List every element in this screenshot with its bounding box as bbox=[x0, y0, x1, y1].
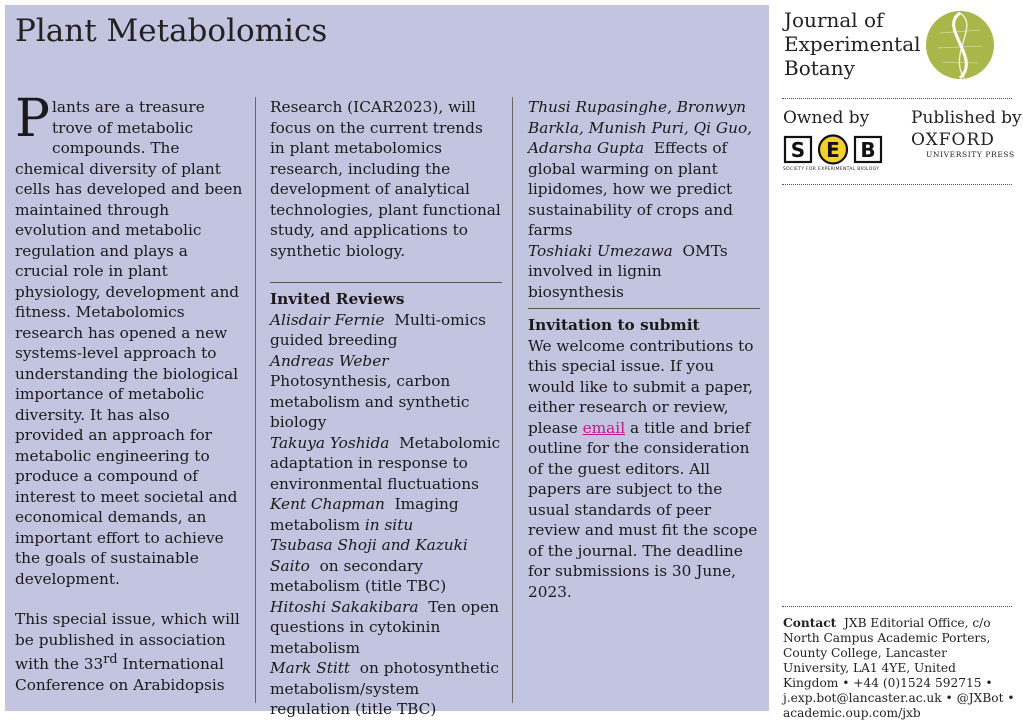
review-topic: Metabolomic adaptation in response to environmental fluctuations bbox=[270, 433, 501, 493]
section-divider bbox=[270, 282, 502, 283]
intro-paragraph-1-text: lants are a treasure trove of metabolic compounds. The chemical diversity of plant cells has developed and been maintained through evolution and metabolic regulation and plays a crucial role in plant physiology, development and fitness. Metabolomics research has opened a new systems-level approach to understanding the biological importance of metabolic diversity. It has also provided an approach for metabolic engineering to produce a compound of interest to meet societal and economical demands, an important effort to achieve the goals of sustainable development. bbox=[15, 98, 243, 588]
review-topic: Imaging metabolism bbox=[270, 495, 459, 534]
review-author: Thusi Rupasinghe, Bronwyn Barkla, Munish Puri, Qi Guo, Adarsha Gupta bbox=[528, 98, 753, 157]
intro-paragraph-2-text-b-continued: Research (ICAR2023), will focus on the current trends in plant metabolomics research, including the development of analytical technologies, plant functional study, and applications to synthetic biology. bbox=[270, 98, 501, 260]
review-author: Mark Stitt bbox=[270, 659, 351, 677]
seb-letter: S bbox=[790, 138, 806, 162]
column-divider bbox=[255, 97, 256, 703]
invited-review-item bbox=[270, 658, 502, 720]
column-1 bbox=[15, 89, 243, 695]
ordinal-superscript: rd bbox=[103, 652, 118, 667]
contact-text: JXB Editorial Office, c/o North Campus Academic Porters, County College, Lancaster University, LA1 4YE, United Kingdom • +44 (0)1524 592715 • j.exp.bot@lancaster.ac.uk • @JXBot • academic.oup.com/jxb bbox=[783, 616, 1015, 720]
review-author: Takuya Yoshida bbox=[270, 433, 390, 452]
journal-title-line: Botany bbox=[784, 56, 855, 80]
sidebar-divider bbox=[782, 184, 1012, 185]
review-author: Hitoshi Sakakibara bbox=[270, 597, 419, 616]
review-author: Alisdair Fernie bbox=[270, 310, 385, 329]
intro-paragraph-2-text-a: This special issue, which will be published in association with the 33 bbox=[15, 610, 240, 674]
invited-review-item bbox=[528, 241, 760, 303]
oxford-university-press-text: UNIVERSITY PRESS bbox=[926, 150, 1015, 159]
section-divider bbox=[528, 308, 760, 309]
intro-paragraph-1 bbox=[15, 89, 243, 589]
journal-title-line: Journal of bbox=[784, 8, 884, 32]
review-topic: Multi-omics guided breeding bbox=[270, 310, 486, 349]
intro-paragraph-2-continued bbox=[270, 97, 502, 261]
invited-review-item bbox=[270, 433, 502, 495]
page-title: Plant Metabolomics bbox=[15, 13, 328, 49]
contact-label: Contact bbox=[783, 616, 837, 630]
invited-review-item bbox=[528, 97, 760, 241]
review-topic: on secondary metabolism (title TBC) bbox=[270, 556, 447, 595]
review-author: Tsubasa Shoji and Kazuki Saito bbox=[270, 536, 468, 575]
journal-title bbox=[784, 8, 921, 80]
intro-paragraph-2 bbox=[15, 609, 243, 695]
sidebar-divider bbox=[782, 98, 1012, 99]
review-author: Andreas Weber bbox=[270, 351, 389, 370]
owned-by-label: Owned by bbox=[783, 108, 870, 128]
review-topic: Effects of global warming on plant lipidomes, how we predict sustainability of crops and farms bbox=[528, 139, 733, 239]
intro-paragraph-2-text-b: International Conference on Arabidopsis bbox=[15, 655, 225, 694]
invitation-text-b: a title and brief outline for the consideration of the guest editors. All papers are subject to the usual standards of peer review and must fit the scope of the journal. The deadline for submissions is 30 June, 2023. bbox=[528, 418, 758, 601]
review-author: Toshiaki Umezawa bbox=[528, 241, 673, 260]
invited-review-item bbox=[270, 310, 502, 351]
invitation-heading: Invitation to submit bbox=[528, 316, 700, 334]
email-link[interactable]: email bbox=[582, 418, 626, 437]
oxford-logo-text: OXFORD bbox=[911, 130, 995, 150]
special-issue-panel bbox=[5, 5, 769, 718]
review-topic: on photosynthetic metabolism/system regulation (title TBC) bbox=[270, 659, 499, 718]
review-topic: OMTs involved in lignin biosynthesis bbox=[528, 241, 728, 301]
invited-reviews-heading: Invited Reviews bbox=[270, 290, 405, 308]
review-topic: Photosynthesis, carbon metabolism and synthetic biology bbox=[270, 372, 470, 431]
journal-title-line: Experimental bbox=[784, 32, 921, 56]
published-by-label: Published by bbox=[911, 108, 1022, 128]
invited-review-item bbox=[270, 535, 502, 597]
review-topic-italic: in situ bbox=[364, 515, 414, 534]
invited-review-item bbox=[270, 597, 502, 659]
invitation-text bbox=[528, 336, 760, 603]
seb-letter: E bbox=[826, 138, 840, 162]
sidebar-divider bbox=[782, 606, 1012, 607]
jxb-leaf-logo bbox=[920, 8, 998, 82]
review-topic: Ten open questions in cytokinin metabolism bbox=[270, 597, 499, 657]
column-divider bbox=[512, 97, 513, 703]
seb-logo bbox=[783, 134, 883, 166]
column-2 bbox=[270, 97, 502, 720]
invitation-text-a: We welcome contributions to this special issue. If you would like to submit a paper, either research or review, please bbox=[528, 336, 754, 437]
invited-review-item bbox=[270, 351, 502, 433]
contact-block bbox=[783, 616, 1015, 721]
column-3 bbox=[528, 97, 760, 602]
review-author: Kent Chapman bbox=[270, 495, 385, 513]
seb-letter: B bbox=[860, 138, 876, 162]
drop-cap: P bbox=[15, 89, 50, 149]
seb-society-text: SOCIETY FOR EXPERIMENTAL BIOLOGY bbox=[783, 167, 880, 172]
invited-review-item bbox=[270, 494, 502, 535]
